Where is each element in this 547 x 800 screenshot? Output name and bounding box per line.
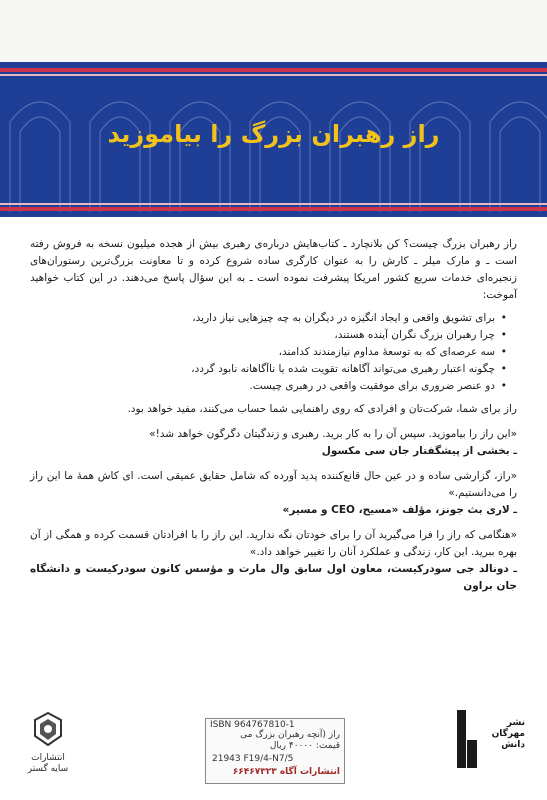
bullet-icon: • <box>500 363 507 375</box>
publisher-logo-right <box>455 702 527 782</box>
bullet-list <box>30 310 517 395</box>
intro-paragraph: راز رهبران بزرگ چیست؟ کن بلانچارد ـ کتاب‌هایش درباره‌ی رهبری بیش از هجده میلیون نسخه به فروش رفته است ـ و مارک میلر ـ کارش را به عنوان کارگری ساده شروع کرده و تا معاونت بزرگ‌ترین رستوران‌های زنجیره‌ای خدمات سریع کشور امریکا پیشرفت نموده است ـ به این سؤال پاسخ می‌دهند. در این کتاب خواهید آموخت: <box>30 238 517 301</box>
bullet-icon: • <box>500 329 507 341</box>
book-title: راز رهبران بزرگ را بیاموزید <box>107 120 440 148</box>
quote-author: ـ بخشی از پیشگفتار جان سی مکسول <box>321 445 517 457</box>
quote-author: ـ دونالد جی سودرکیست، معاون اول سابق وال مارت و مؤسس کانون سودرکیست و دانشگاه جان براون <box>30 563 517 592</box>
pink-band-top <box>0 74 547 76</box>
isbn-text: ISBN 964767810-1 <box>210 720 295 730</box>
emblem-icon <box>28 710 68 750</box>
list-item: • دو عنصر ضروری برای موفقیت واقعی در رهبری چیست. <box>30 378 505 395</box>
publisher-logo-left <box>18 710 78 780</box>
quote-author: ـ لاری بث جونز، مؤلف «مسیح، CEO و مسیر» <box>282 504 517 516</box>
title-banner <box>0 62 547 217</box>
sticker-code: 21943 F19/4-N7/5 <box>212 754 294 764</box>
pink-band-bottom <box>0 203 547 205</box>
red-band-bottom <box>0 207 547 211</box>
publisher-name: نشر <box>506 718 525 728</box>
quote-text: «راز، گزارشی ساده و در عین حال قانع‌کننده پدید آورده که شامل حقایق عمیقی است. ای کاش همهٔ ما این راز را می‌دانستیم.» <box>30 470 517 499</box>
publisher-name: انتشارات <box>31 753 65 763</box>
closing-paragraph: راز برای شما، شرکت‌تان و افرادی که روی راهنمایی شما حساب می‌کنند، مفید خواهد بود. <box>127 403 517 415</box>
sticker-price: قیمت: ۴۰۰۰۰ ریال <box>269 741 340 751</box>
top-margin <box>0 0 547 62</box>
quote-text: «هنگامی که راز را فرا می‌گیرید آن را برای خودتان نگه ندارید. این راز را با افرادتان قسمت کرده و همگی از آن بهره ببرید. این کار، زندگی و عملکرد آنان را تغییر خواهد داد.» <box>30 529 517 558</box>
sticker-title: راز (آنچه رهبران بزرگ می <box>240 730 340 740</box>
list-item: • چگونه اعتبار رهبری می‌تواند آگاهانه تقویت شده یا ناآگاهانه نابود گردد، <box>30 361 505 378</box>
publisher-name: سایه گستر <box>27 764 69 774</box>
list-item: • سه عرصه‌ای که به توسعهٔ مداوم نیازمندند کدامند، <box>30 344 505 361</box>
bullet-icon: • <box>500 380 507 392</box>
bullet-icon: • <box>500 312 507 324</box>
bullet-icon: • <box>500 346 507 358</box>
red-band-top <box>0 68 547 72</box>
sticker-store: انتشارات آگاه ۶۶۴۶۷۳۲۳ <box>232 767 340 777</box>
publisher-name: دانش <box>501 740 525 750</box>
publisher-mark-icon <box>455 710 479 768</box>
price-barcode-sticker <box>205 718 345 784</box>
quote-text: «این راز را بیاموزید. سپس آن را به کار برید. رهبری و زندگیتان دگرگون خواهد شد!» <box>149 428 517 440</box>
list-item: • برای تشویق واقعی و ایجاد انگیزه در دیگران به چه چیزهایی نیاز دارید، <box>30 310 505 327</box>
back-cover-text <box>30 236 517 595</box>
list-item: • چرا رهبران بزرگ نگران آینده هستند، <box>30 327 505 344</box>
publisher-name: مهرگان <box>491 729 525 739</box>
